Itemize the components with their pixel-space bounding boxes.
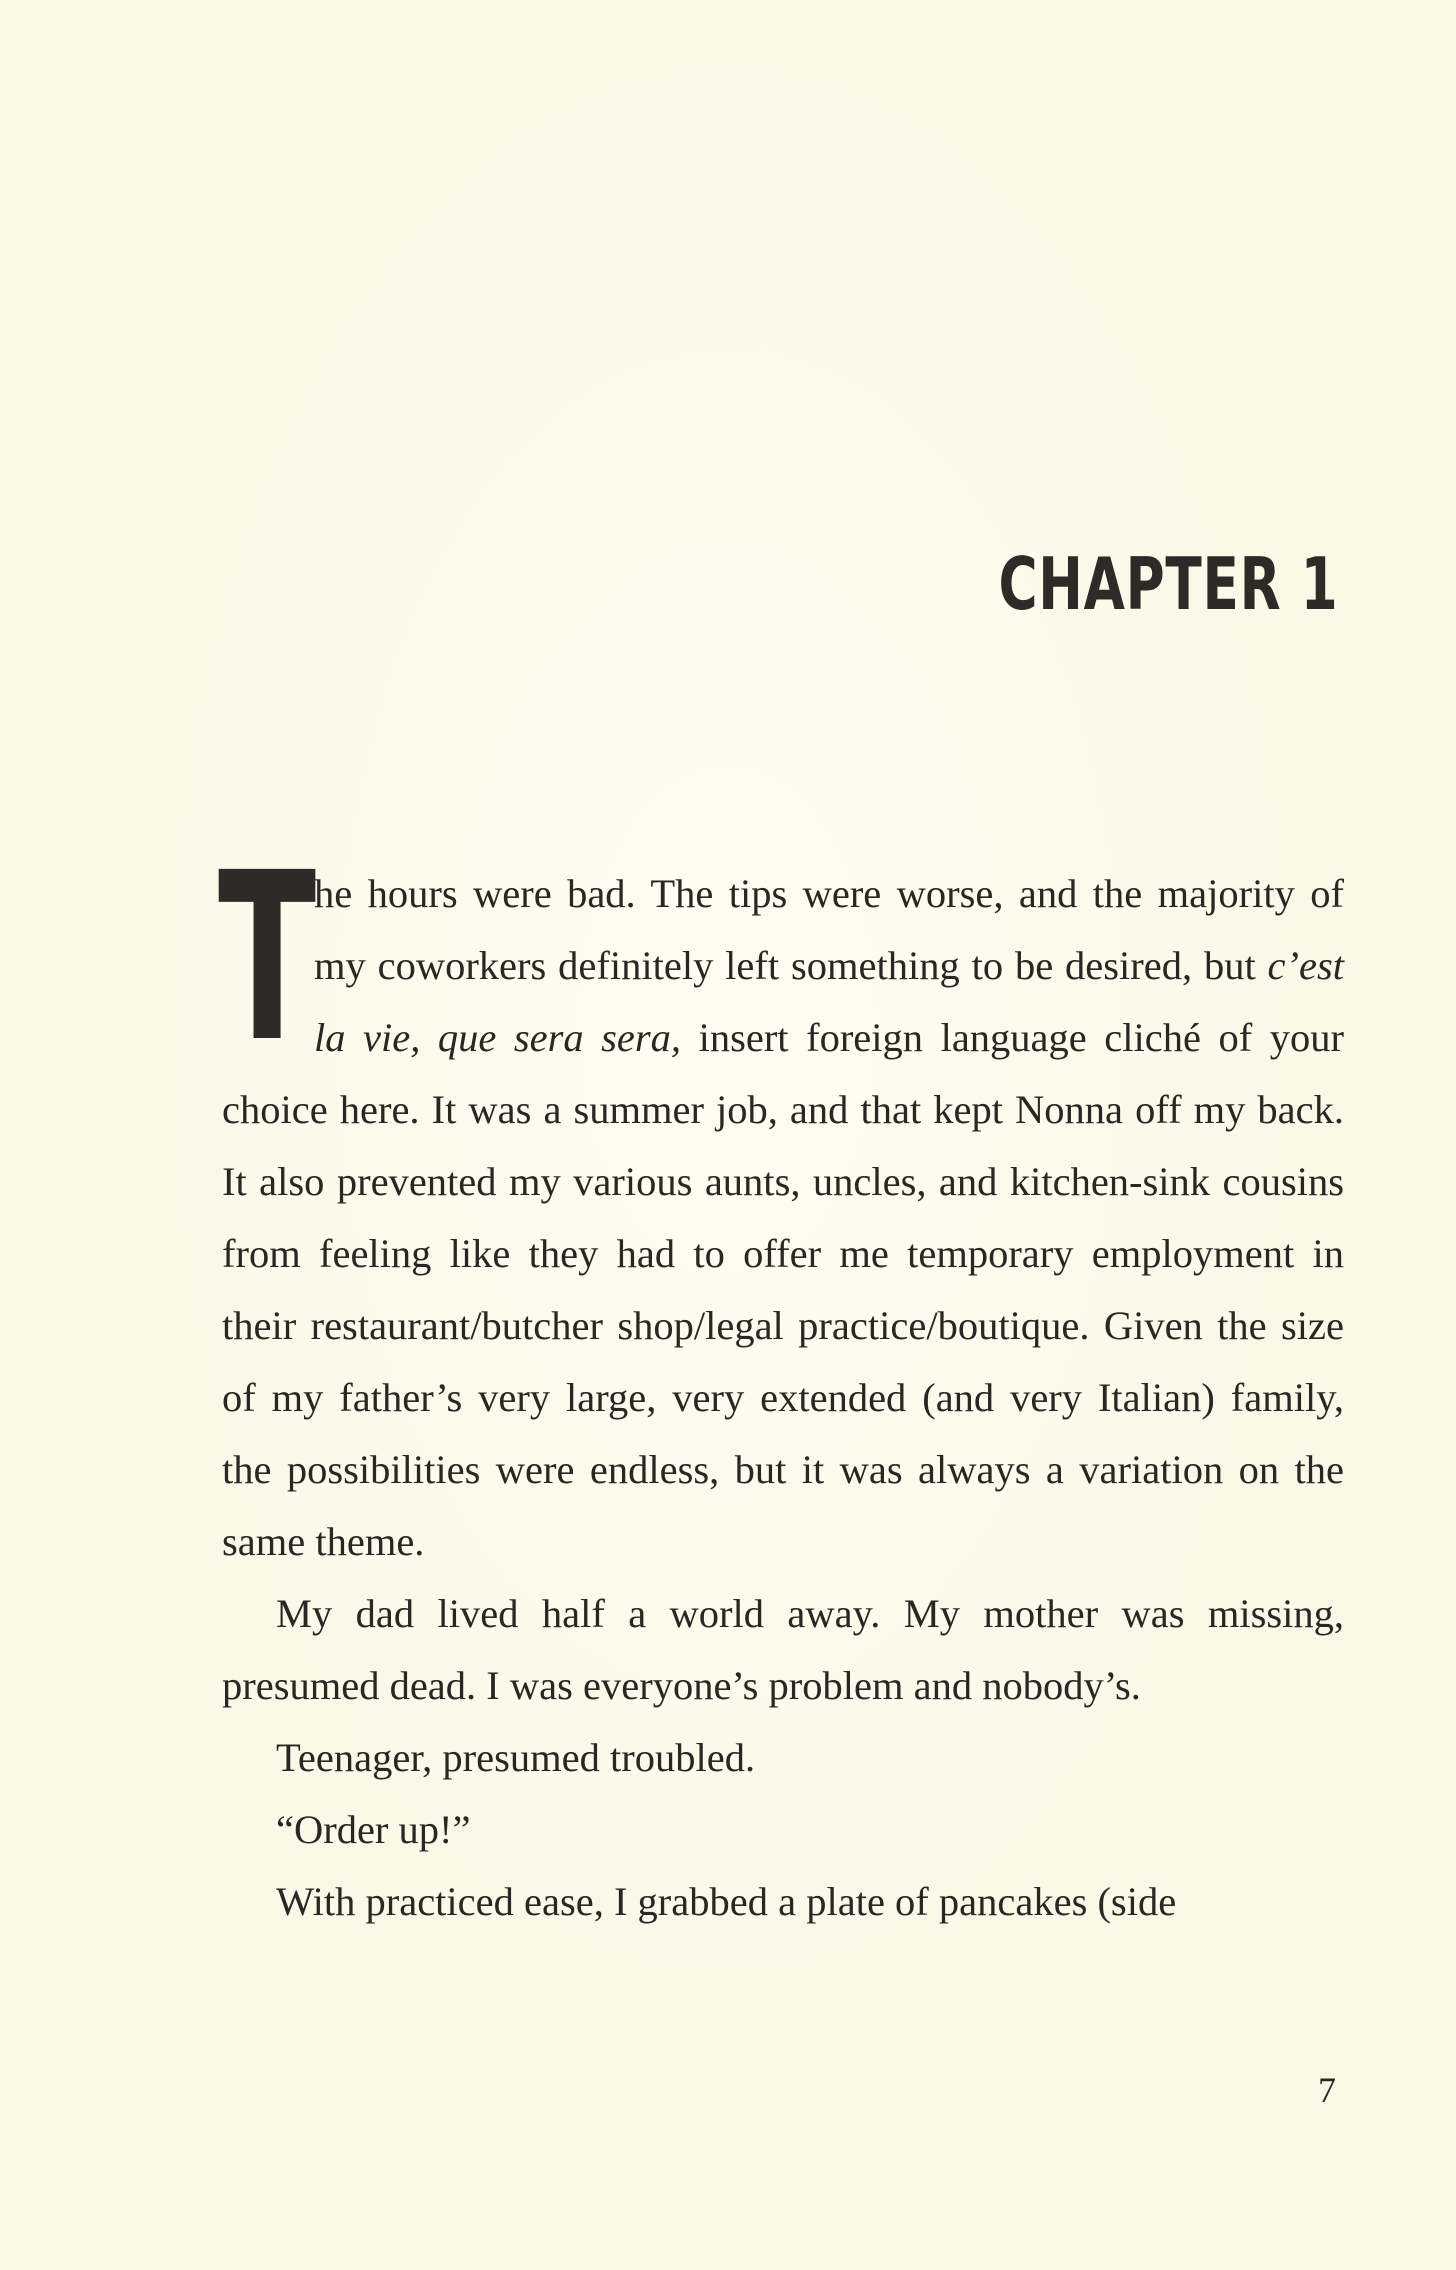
drop-cap: T bbox=[218, 823, 317, 1093]
paragraph: Teenager, presumed troubled. bbox=[276, 1735, 756, 1780]
dialogue-line: “Order up!” bbox=[276, 1807, 471, 1852]
italic-phrase: c’est la vie, que sera sera, bbox=[314, 943, 1344, 1060]
paragraph: My dad lived half a world away. My mother was missing, presumed dead. I was everyone’s problem and nobody’s. bbox=[222, 1591, 1344, 1708]
page-number: 7 bbox=[1318, 2070, 1336, 2110]
paragraph: With practiced ease, I grabbed a plate of pancakes (side bbox=[276, 1879, 1177, 1924]
body-text bbox=[218, 823, 1344, 1938]
chapter-title: CHAPTER 1 bbox=[997, 542, 1338, 626]
opening-paragraph bbox=[218, 823, 1344, 1578]
paragraph-text: insert foreign language cliché of your choice here. It was a summer job, and that kept Nonna off my back. It also prevented my various aunts, uncles, and kitchen-sink cousins from feeling like they had to offer me temporary employment in their restaurant/butcher shop/legal practice/boutique. Given the size of my father’s very large, very extended (and very Italian) family, the possibilities were endless, but it was always a variation on the same theme. bbox=[222, 1015, 1344, 1564]
paragraph-text: he hours were bad. The tips were worse, and the majority of my coworkers definitely left something to be desired, but bbox=[314, 871, 1344, 988]
